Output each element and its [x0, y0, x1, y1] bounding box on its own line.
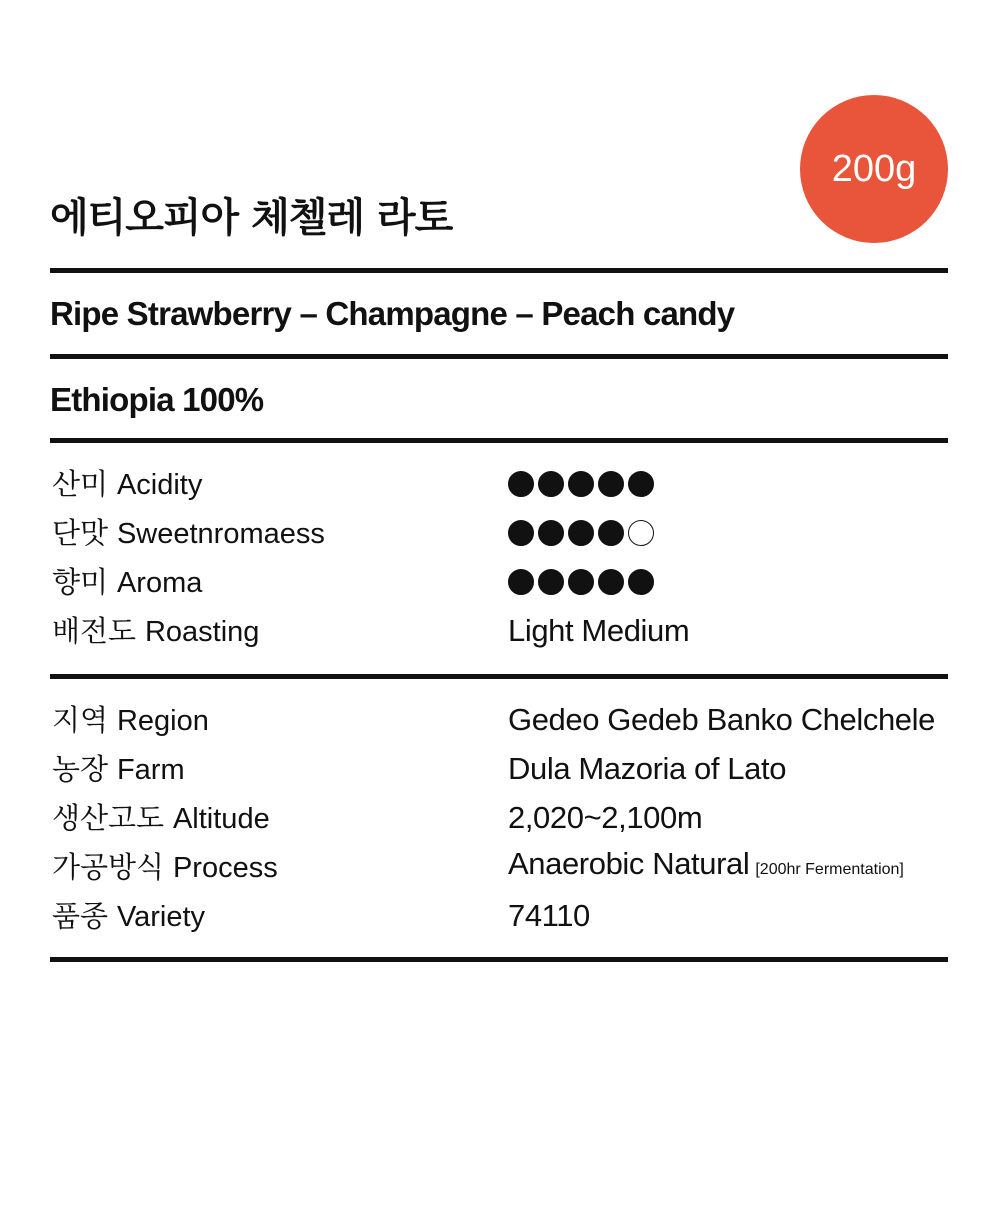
weight-badge: [800, 95, 948, 243]
divider-bottom: [50, 957, 948, 962]
profile-row-aroma: [52, 560, 948, 604]
product-title: 에티오피아 체첼레 라토: [50, 195, 453, 241]
label-en: Altitude: [172, 802, 270, 835]
process-note: [200hr Fermentation]: [755, 861, 904, 878]
filled-dot-icon: [508, 520, 534, 546]
detail-value: [508, 896, 590, 936]
profile-row-acidity: [52, 462, 948, 506]
filled-dot-icon: [628, 471, 654, 497]
value-text: 2,020~2,100m: [508, 800, 703, 835]
label-en: Sweetnromaess: [116, 517, 325, 550]
profile-row-sweetness: [52, 511, 948, 555]
filled-dot-icon: [508, 471, 534, 497]
filled-dot-icon: [598, 471, 624, 497]
detail-label: [52, 896, 508, 937]
filled-dot-icon: [538, 569, 564, 595]
label-en: Region: [116, 704, 209, 737]
label-en: Acidity: [116, 468, 203, 501]
filled-dot-icon: [628, 569, 654, 595]
divider-notes: [50, 354, 948, 359]
empty-dot-icon: [628, 520, 654, 546]
divider-profile: [50, 674, 948, 679]
flavor-notes: Ripe Strawberry – Champagne – Peach candy: [50, 295, 735, 332]
detail-row-variety: [52, 894, 948, 938]
filled-dot-icon: [598, 569, 624, 595]
detail-value: [508, 798, 702, 838]
detail-value: [508, 700, 935, 740]
value-text: Gedeo Gedeb Banko Chelchele: [508, 702, 935, 737]
filled-dot-icon: [568, 569, 594, 595]
weight-label: 200g: [831, 147, 917, 190]
filled-dot-icon: [538, 471, 564, 497]
divider-origin: [50, 438, 948, 443]
detail-value: [508, 749, 786, 789]
label-en: Roasting: [144, 615, 260, 648]
detail-label: [52, 700, 508, 741]
label-en: Process: [172, 851, 278, 884]
label-ko: 가공방식: [52, 849, 165, 884]
label-en: Aroma: [116, 566, 203, 599]
filled-dot-icon: [598, 520, 624, 546]
profile-label: [52, 513, 508, 554]
profile-label: [52, 464, 508, 505]
score-dots: [508, 471, 654, 497]
label-ko: 생산고도: [52, 800, 165, 835]
label-ko: 품종: [52, 898, 109, 933]
value-text: 74110: [508, 898, 590, 933]
filled-dot-icon: [568, 520, 594, 546]
roasting-value: Light Medium: [508, 613, 690, 648]
value-text: Dula Mazoria of Lato: [508, 751, 787, 786]
detail-label: [52, 749, 508, 790]
filled-dot-icon: [568, 471, 594, 497]
label-ko: 산미: [52, 466, 109, 501]
profile-label: [52, 562, 508, 603]
divider-top: [50, 268, 948, 273]
detail-row-altitude: [52, 796, 948, 840]
detail-row-process: [52, 845, 948, 889]
label-ko: 지역: [52, 702, 109, 737]
filled-dot-icon: [508, 569, 534, 595]
score-dots: [508, 520, 654, 546]
filled-dot-icon: [538, 520, 564, 546]
label-ko: 단맛: [52, 515, 109, 550]
profile-label: [52, 611, 508, 652]
label-ko: 농장: [52, 751, 109, 786]
label-en: Variety: [116, 900, 206, 933]
origin-label: Ethiopia 100%: [50, 381, 264, 418]
value-text: Anaerobic Natural: [508, 846, 750, 881]
profile-row-roasting: [52, 609, 948, 653]
detail-label: [52, 847, 508, 888]
score-dots: [508, 569, 654, 595]
detail-row-region: [52, 698, 948, 742]
label-ko: 배전도: [52, 613, 137, 648]
label-ko: 향미: [52, 564, 109, 599]
label-en: Farm: [116, 753, 185, 786]
detail-label: [52, 798, 508, 839]
detail-row-farm: [52, 747, 948, 791]
detail-value: [508, 844, 904, 890]
